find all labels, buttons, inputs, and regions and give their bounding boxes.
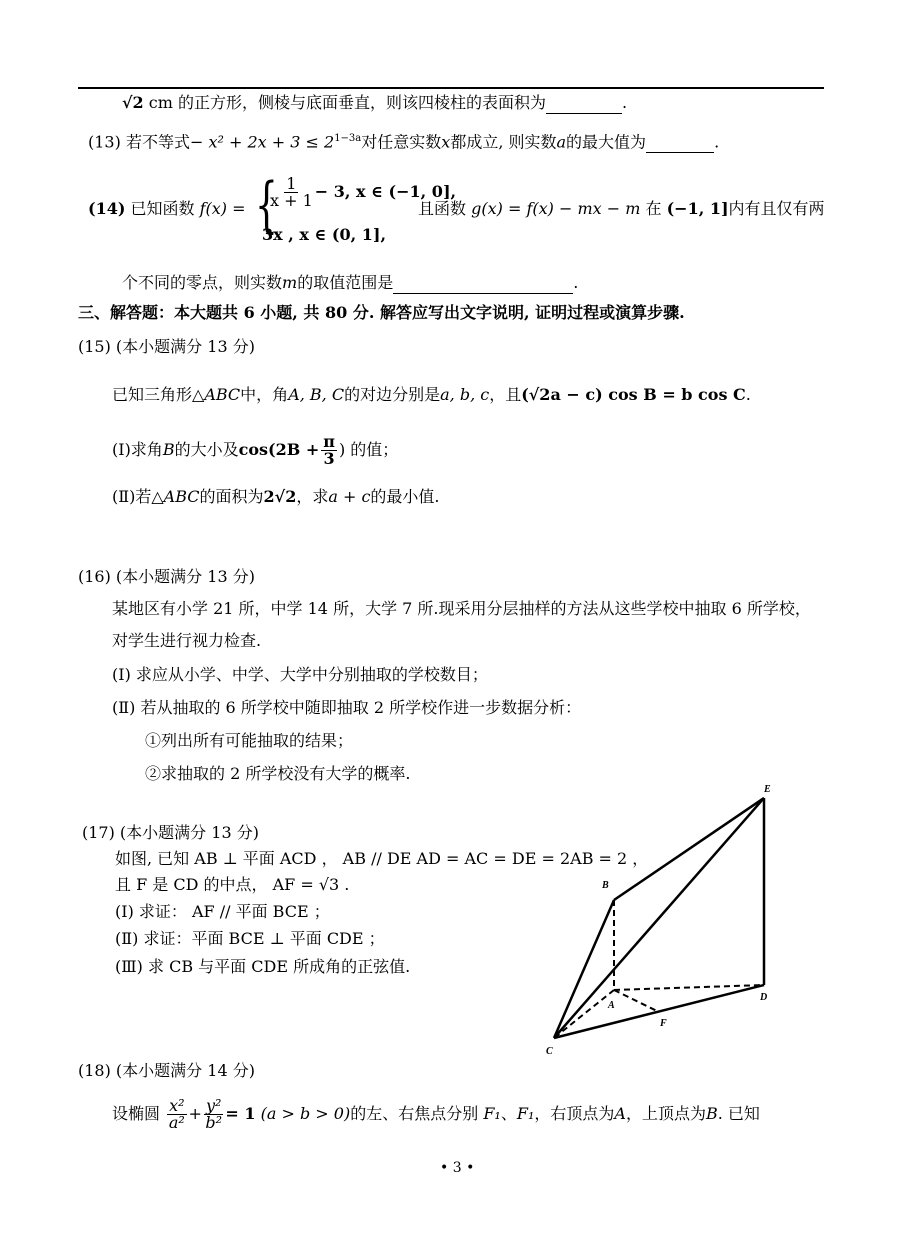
- q15-header: (15) (本小题满分 13 分): [78, 337, 255, 356]
- label-A: A: [608, 1000, 615, 1011]
- edge-BC: [554, 900, 614, 1038]
- q16-stem-2: 对学生进行视力检查.: [112, 631, 262, 650]
- section-3-title: 三、解答题：本大题共 6 小题, 共 80 分. 解答应写出文字说明, 证明过程或演算步骤.: [78, 303, 685, 322]
- label-B: B: [602, 880, 609, 891]
- question-14-label: (14) 已知函数 f(x) =: [88, 199, 246, 218]
- q15-part2: (Ⅱ)若△ABC的面积为2√2，求a + c的最小值.: [112, 487, 440, 506]
- edge-AF: [614, 990, 659, 1012]
- page-number: • 3 •: [440, 1160, 475, 1176]
- q17-part3: (Ⅲ) 求 CB 与平面 CDE 所成角的正弦值.: [115, 957, 411, 976]
- edge-AD: [614, 985, 764, 990]
- answer-blank-13: [646, 152, 714, 153]
- q16-sub2: ②求抽取的 2 所学校没有大学的概率.: [145, 764, 411, 783]
- q15-part1: (Ⅰ)求角B的大小及cos(2B + $\frac{\pi}{3}$ ) 的值；: [112, 432, 399, 468]
- edge-CD: [554, 985, 764, 1038]
- piecewise-case-1: $\frac{1}{x + 1}$ − 3, x ∈ (−1, 0],: [270, 174, 457, 210]
- q17-line1: 如图, 已知 AB ⊥ 平面 ACD ， AB // DE AD = AC = DE = 2AB = 2 ，: [115, 849, 649, 868]
- q16-stem-1: 某地区有小学 21 所，中学 14 所，大学 7 所.现采用分层抽样的方法从这些学校中抽取 6 所学校，: [112, 599, 811, 618]
- label-C: C: [546, 1046, 553, 1057]
- q18-header: (18) (本小题满分 14 分): [78, 1061, 255, 1080]
- question-14-text: 且函数 g(x) = f(x) − mx − m 在 (−1, 1]内有且仅有两: [418, 199, 825, 218]
- question-13: (13) 若不等式− $x^2 + 2x + 3 \le 2^{1-3a}$对任意实数x都成立, 则实数a的最大值为 .: [88, 132, 720, 152]
- q17-part2: (Ⅱ) 求证：平面 BCE ⊥ 平面 CDE ；: [115, 929, 385, 948]
- q17-part1: (Ⅰ) 求证： AF // 平面 BCE ；: [115, 902, 330, 921]
- q16-part2: (Ⅱ) 若从抽取的 6 所学校中随即抽取 2 所学校作进一步数据分析：: [112, 698, 582, 717]
- question-14-line2: 个不同的零点，则实数m的取值范围是 .: [122, 273, 579, 292]
- answer-blank-12: [546, 113, 622, 114]
- q16-sub1: ①列出所有可能抽取的结果；: [145, 731, 354, 750]
- sqrt2: √2: [122, 93, 144, 112]
- q15-stem: 已知三角形△ABC中，角A, B, C的对边分别是a, b, c，且(√2a − c) cos B = b cos C.: [112, 385, 751, 404]
- continuation-line: √2 cm 的正方形，侧棱与底面垂直，则该四棱柱的表面积为 .: [122, 93, 628, 112]
- q16-header: (16) (本小题满分 13 分): [78, 567, 255, 586]
- q16-part1: (Ⅰ) 求应从小学、中学、大学中分别抽取的学校数目；: [112, 665, 488, 684]
- answer-blank-14: [393, 293, 573, 294]
- q17-header: (17) (本小题满分 13 分): [82, 823, 259, 842]
- q17-line2: 且 F 是 CD 的中点， AF = √3 .: [115, 875, 350, 894]
- edge-EC: [554, 798, 764, 1038]
- q17-geometry-figure: [540, 780, 780, 1060]
- label-F: F: [660, 1018, 667, 1029]
- top-rule: [78, 87, 824, 89]
- piecewise-case-2: 3x , x ∈ (0, 1],: [262, 225, 387, 244]
- label-E: E: [764, 784, 771, 795]
- label-D: D: [760, 992, 768, 1003]
- piecewise-brace: {: [255, 170, 278, 240]
- q18-stem: 设椭圆 $\frac{\text{x²}}{\text{a²}}$ + $\frac{\text{y²}}{\text{b²}}$ = 1 (a > b > 0)的左、右焦点分别 F₁、F₁，右顶点为A，上顶点为B. 已知: [112, 1096, 760, 1132]
